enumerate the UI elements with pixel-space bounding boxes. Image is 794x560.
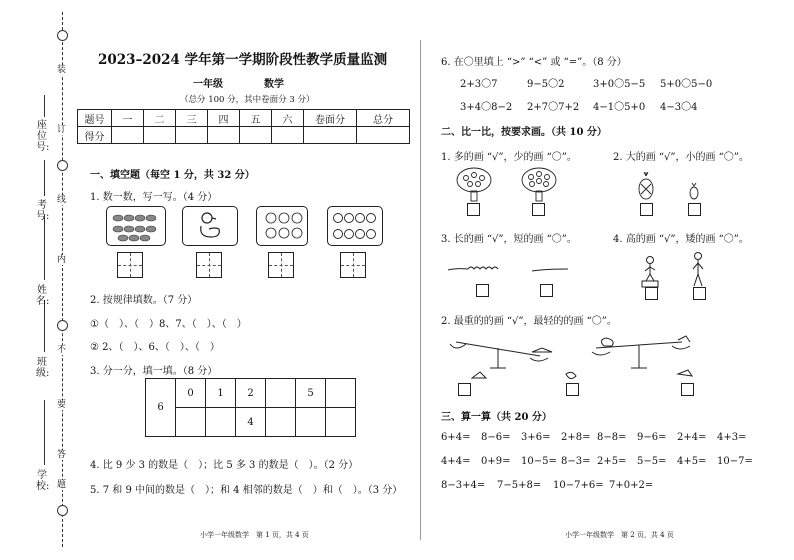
split-cell[interactable] <box>176 408 206 437</box>
calc-item: 8−6= <box>481 432 511 443</box>
calc-item: 10−7= <box>717 456 753 467</box>
compare-item: 2+3〇7 <box>460 79 498 90</box>
binding-hole <box>57 160 68 171</box>
calc-item: 10−5= <box>521 456 557 467</box>
score-header-cell: 卷面分 <box>304 110 357 127</box>
apple-icon <box>328 207 382 245</box>
score-cell[interactable] <box>144 127 176 144</box>
footer-left: 小学一年级数学 第 1 页，共 4 页 <box>200 531 309 539</box>
score-header-cell: 总分 <box>357 110 410 127</box>
footer-right: 小学一年级数学 第 2 页，共 4 页 <box>565 531 674 539</box>
flower-picture-box <box>256 206 308 246</box>
binding-char: 装 <box>57 65 67 75</box>
seat-number-label: 座位号: <box>36 120 50 153</box>
split-cell[interactable] <box>206 408 236 437</box>
calc-item: 8−3= <box>561 456 591 467</box>
answer-square[interactable] <box>540 284 553 297</box>
answer-square[interactable] <box>688 203 701 216</box>
compare-item: 5+0〇5−0 <box>660 79 713 90</box>
question-2-1: 1. 多的画 “√”，少的画 “〇”。 <box>441 152 577 163</box>
balance-scale-icon <box>446 330 726 385</box>
binding-hole <box>57 30 68 41</box>
calc-item: 6+4= <box>441 432 471 443</box>
score-cell[interactable] <box>304 127 357 144</box>
score-cell[interactable] <box>240 127 272 144</box>
calc-item: 0+9= <box>481 456 511 467</box>
calc-item: 8−3+4= <box>441 480 486 491</box>
class-field-label: 班级: <box>36 357 50 379</box>
binding-char: 线 <box>57 195 67 205</box>
answer-square[interactable] <box>467 203 480 216</box>
answer-square[interactable] <box>532 203 545 216</box>
compare-item: 2+7〇7+2 <box>527 102 580 113</box>
exam-title: 2023–2024 学年第一学期阶段性教学质量监测 <box>98 52 388 68</box>
duck-picture-box <box>182 206 238 246</box>
mushroom-picture-box <box>106 206 166 246</box>
answer-square[interactable] <box>476 284 489 297</box>
calc-item: 3+6= <box>521 432 551 443</box>
compare-item: 3+0〇5−5 <box>593 79 646 90</box>
binding-char: 不 <box>57 345 67 355</box>
calc-item: 7+0+2= <box>609 480 654 491</box>
calc-item: 8−8= <box>597 432 627 443</box>
split-cell: 4 <box>236 408 266 437</box>
score-cell[interactable] <box>176 127 208 144</box>
binding-dashed-line <box>62 12 63 547</box>
score-cell[interactable] <box>272 127 304 144</box>
split-total-cell: 6 <box>146 379 176 437</box>
exam-number-line[interactable] <box>44 160 45 196</box>
question-1-3: 3. 分一分，填一填。（8 分） <box>90 366 218 377</box>
calc-item: 2+8= <box>561 432 591 443</box>
score-note: （总分 100 分，其中卷面分 3 分） <box>180 95 315 105</box>
pineapple-icon <box>630 172 710 202</box>
page-divider <box>420 40 421 540</box>
binding-char: 题 <box>57 480 67 490</box>
calc-item: 2+5= <box>597 456 627 467</box>
calc-item: 5−5= <box>637 456 667 467</box>
score-cell[interactable] <box>357 127 410 144</box>
split-cell: 1 <box>206 379 236 408</box>
binding-char: 订 <box>57 125 67 135</box>
split-cell: 5 <box>296 379 326 408</box>
answer-square[interactable] <box>458 383 471 396</box>
score-table <box>77 109 410 144</box>
score-header-cell: 六 <box>272 110 304 127</box>
calc-item: 9−6= <box>637 432 667 443</box>
score-header-cell: 三 <box>176 110 208 127</box>
question-2-2: 2. 大的画 “√”，小的画 “〇”。 <box>613 152 749 163</box>
split-cell: 2 <box>236 379 266 408</box>
answer-box[interactable] <box>196 252 222 278</box>
answer-square[interactable] <box>645 287 658 300</box>
question-2-4: 4. 高的画 “√”，矮的画 “〇”。 <box>613 234 749 245</box>
binding-char: 答 <box>57 450 67 460</box>
exam-number-label: 考号: <box>36 200 50 222</box>
compare-item: 3+4〇8−2 <box>460 102 513 113</box>
score-header-cell: 五 <box>240 110 272 127</box>
compare-item: 4−1〇5+0 <box>593 102 646 113</box>
split-cell[interactable] <box>326 379 356 408</box>
subject-label: 数学 <box>264 79 284 90</box>
calc-item: 4+3= <box>717 432 747 443</box>
question-2-3: 3. 长的画 “√”，短的画 “〇”。 <box>441 234 577 245</box>
calc-item: 7−5+8= <box>497 480 542 491</box>
question-2-5: 2. 最重的的画 “√”，最轻的的画 “〇”。 <box>441 316 617 327</box>
split-cell[interactable] <box>266 379 296 408</box>
grade-label: 一年级 <box>193 79 223 90</box>
score-cell[interactable] <box>112 127 144 144</box>
rope-icon <box>446 262 576 276</box>
answer-square[interactable] <box>681 383 694 396</box>
apple-picture-box <box>327 206 383 246</box>
seat-number-line[interactable] <box>44 95 45 117</box>
binding-char: 要 <box>57 400 67 410</box>
binding-char: 内 <box>57 255 67 265</box>
calc-item: 4+4= <box>441 456 471 467</box>
tree-icon <box>452 166 572 202</box>
answer-box[interactable] <box>268 252 294 278</box>
section3-title: 三、算一算（共 20 分） <box>441 412 552 423</box>
score-header-cell: 题号 <box>78 110 112 127</box>
sequence-line-2: ② 2、（ ）、6、（ ）、（ ） <box>90 342 220 353</box>
calc-item: 2+4= <box>677 432 707 443</box>
flower-icon <box>257 207 307 245</box>
section1-title: 一、填空题（每空 1 分，共 32 分） <box>90 170 255 181</box>
name-field-label: 姓名: <box>36 285 50 307</box>
question-1-6: 6. 在〇里填上 “>” “<” 或 “=”。（8 分） <box>441 57 627 68</box>
score-header-cell: 二 <box>144 110 176 127</box>
name-field-line[interactable] <box>44 215 45 280</box>
binding-hole <box>57 320 68 331</box>
score-cell[interactable] <box>208 127 240 144</box>
split-cell[interactable] <box>326 408 356 437</box>
answer-box[interactable] <box>117 252 143 278</box>
school-field-label: 学校: <box>36 470 50 492</box>
answer-square[interactable] <box>640 203 653 216</box>
calc-item: 4+5= <box>677 456 707 467</box>
answer-box[interactable] <box>340 252 366 278</box>
duck-icon <box>183 207 237 245</box>
score-header-cell: 四 <box>208 110 240 127</box>
split-cell[interactable] <box>266 408 296 437</box>
score-header-cell: 一 <box>112 110 144 127</box>
answer-square[interactable] <box>693 287 706 300</box>
sequence-line-1: ①（ ）、（ ）8、7、（ ）、（ ） <box>90 319 247 330</box>
school-field-line[interactable] <box>44 400 45 465</box>
split-cell[interactable] <box>296 408 326 437</box>
question-1-2: 2. 按规律填数。（7 分） <box>90 295 198 306</box>
answer-square[interactable] <box>566 383 579 396</box>
question-1-1: 1. 数一数，写一写。（4 分） <box>90 192 218 203</box>
question-1-4: 4. 比 9 少 3 的数是（ ）；比 5 多 3 的数是（ ）。（2 分） <box>90 460 359 471</box>
split-number-grid <box>145 378 356 437</box>
binding-hole <box>57 505 68 516</box>
score-row-label: 得分 <box>78 127 112 144</box>
calc-item: 10−7+6= <box>553 480 604 491</box>
compare-item: 9−5〇2 <box>527 79 565 90</box>
mushroom-icon <box>107 207 165 245</box>
class-field-line[interactable] <box>44 300 45 352</box>
split-cell: 0 <box>176 379 206 408</box>
section2-title: 二、比一比，按要求画。（共 10 分） <box>441 127 607 138</box>
question-1-5: 5. 7 和 9 中间的数是（ ）；和 4 相邻的数是（ ）和（ ）。（3 分） <box>90 485 403 496</box>
compare-item: 4−3〇4 <box>660 102 698 113</box>
